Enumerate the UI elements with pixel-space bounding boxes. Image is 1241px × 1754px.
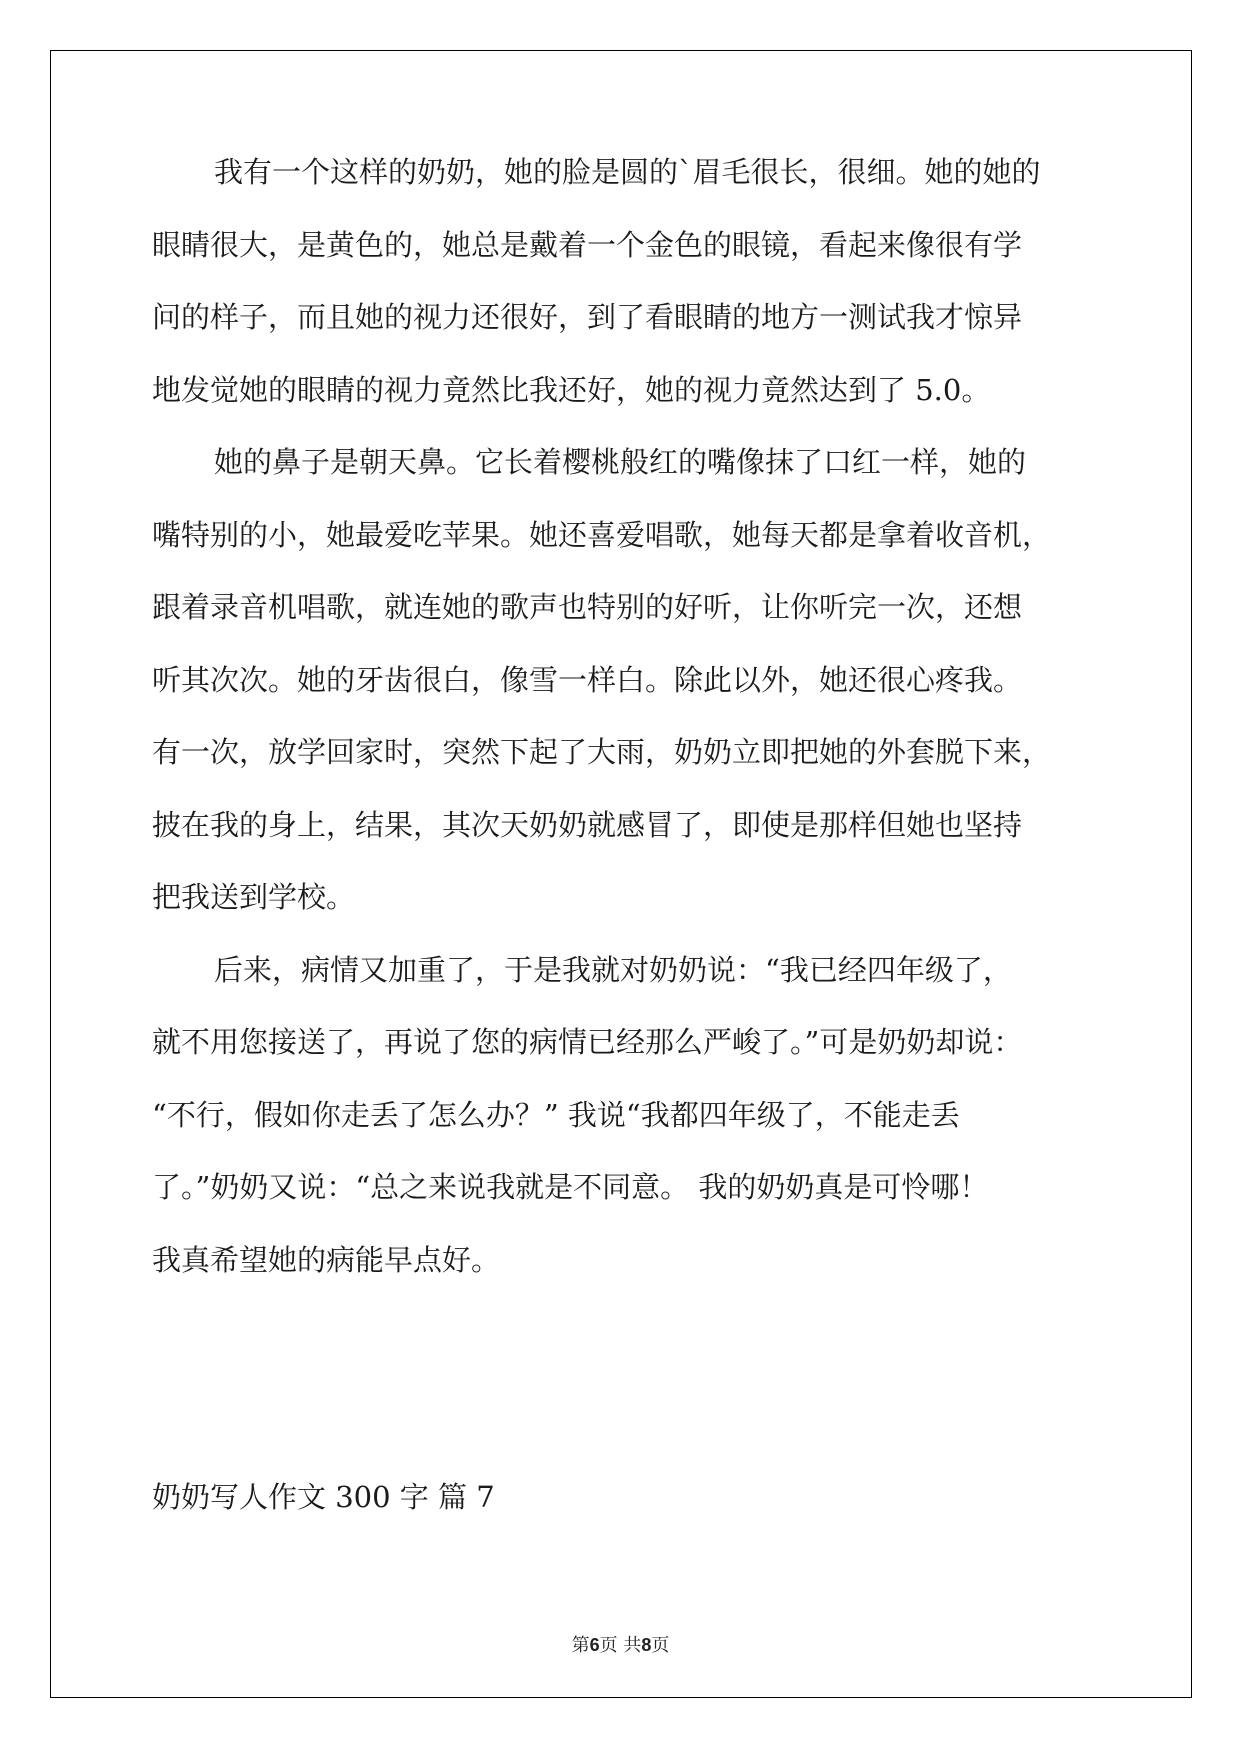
- page-current-number: 6: [589, 1635, 600, 1655]
- paragraph-1-line: 我有一个这样的奶奶，她的脸是圆的`眉毛很长，很细。她的她的: [214, 155, 1041, 189]
- page-border: [50, 50, 1192, 1698]
- paragraph-2-line: 嘴特别的小，她最爱吃苹果。她还喜爱唱歌，她每天都是拿着收音机，: [152, 517, 1052, 552]
- paragraph-1-line: 眼睛很大，是黄色的，她总是戴着一个金色的眼镜，看起来像很有学: [152, 227, 1023, 262]
- paragraph-3-line: 了。”奶奶又说：“总之来说我就是不同意。 我的奶奶真是可怜哪！: [152, 1170, 989, 1204]
- paragraph-3-line: “不行，假如你走丢了怎么办？” 我说“我都四年级了，不能走丢: [152, 1097, 960, 1132]
- page-total-number: 8: [641, 1635, 652, 1655]
- page-suffix: 页: [651, 1635, 670, 1656]
- paragraph-2-line: 听其次次。她的牙齿很白，像雪一样白。除此以外，她还很心疼我。: [152, 662, 1023, 697]
- page-footer: [0, 1631, 1241, 1657]
- paragraph-1-line: 问的样子，而且她的视力还很好，到了看眼睛的地方一测试我才惊异: [152, 300, 1023, 334]
- paragraph-3-line: 就不用您接送了，再说了您的病情已经那么严峻了。”可是奶奶却说：: [152, 1025, 1023, 1059]
- paragraph-3-line: 后来，病情又加重了，于是我就对奶奶说：“我已经四年级了，: [214, 952, 1012, 987]
- paragraph-2-line: 披在我的身上，结果，其次天奶奶就感冒了，即使是那样但她也坚持: [152, 807, 1023, 842]
- paragraph-2-line: 把我送到学校。: [152, 880, 356, 914]
- paragraph-1-line: 地发觉她的眼睛的视力竟然比我还好，她的视力竟然达到了 5.0。: [152, 372, 991, 407]
- paragraph-3-line: 我真希望她的病能早点好。: [152, 1242, 501, 1277]
- paragraph-2-line: 有一次，放学回家时，突然下起了大雨，奶奶立即把她的外套脱下来，: [152, 735, 1052, 769]
- section-heading: 奶奶写人作文 300 字 篇 7: [152, 1480, 495, 1514]
- paragraph-2-line: 她的鼻子是朝天鼻。它长着樱桃般红的嘴像抹了口红一样，她的: [214, 445, 1027, 479]
- page-mid: 页 共: [599, 1635, 642, 1656]
- page-prefix: 第: [571, 1635, 590, 1656]
- paragraph-2-line: 跟着录音机唱歌，就连她的歌声也特别的好听，让你听完一次，还想: [152, 590, 1023, 624]
